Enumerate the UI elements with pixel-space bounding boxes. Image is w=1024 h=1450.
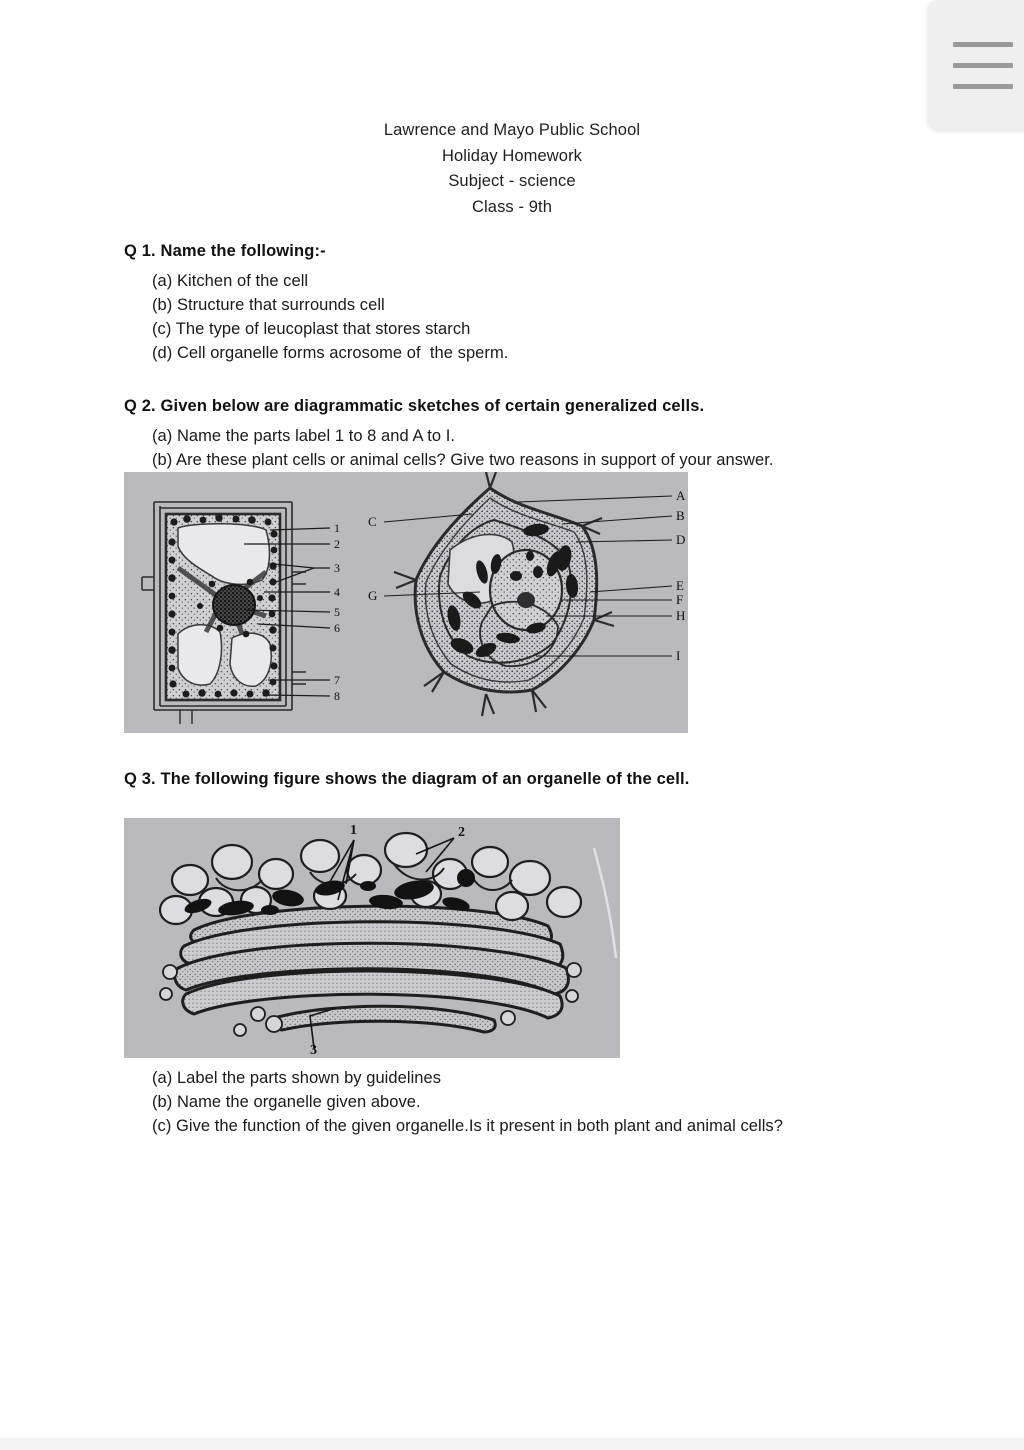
question-1-item-b: (b) Structure that surrounds cell <box>152 296 385 314</box>
school-name: Lawrence and Mayo Public School <box>383 121 641 139</box>
cell-label-1: 1 <box>334 521 340 535</box>
cell-label-I: I <box>676 648 681 663</box>
cell-label-D: D <box>676 532 686 547</box>
hamburger-icon-bar-3 <box>953 84 1013 89</box>
menu-button[interactable] <box>928 0 1024 130</box>
question-3-title: Q 3. The following figure shows the diagram of an organelle of the cell. <box>124 770 690 788</box>
golgi-label-1: 1 <box>350 823 357 838</box>
question-2 <box>124 395 924 472</box>
cell-label-7: 7 <box>334 673 340 687</box>
golgi-label-3: 3 <box>310 1043 317 1058</box>
cell-label-2: 2 <box>334 537 340 551</box>
cell-label-8: 8 <box>334 689 340 703</box>
hamburger-icon-bar-1 <box>953 42 1013 47</box>
cell-label-E: E <box>676 578 684 593</box>
document-header <box>0 118 1024 220</box>
question-1-item-a: (a) Kitchen of the cell <box>152 272 309 290</box>
question-3-items <box>124 1066 964 1138</box>
subject-line: Subject - science <box>448 172 576 190</box>
document-title: Holiday Homework <box>441 146 583 165</box>
question-1-title: Q 1. Name the following:- <box>124 242 326 260</box>
hamburger-icon-bar-2 <box>953 63 1013 68</box>
question-1 <box>124 240 924 365</box>
question-1-item-d: (d) Cell organelle forms acrosome of the sperm. <box>152 344 509 362</box>
cell-label-C: C <box>368 514 377 529</box>
question-2-item-a: (a) Name the parts label 1 to 8 and A to I. <box>152 427 455 445</box>
class-line: Class - 9th <box>472 197 552 216</box>
question-1-items <box>124 269 924 365</box>
figure-golgi-diagram <box>124 818 620 1058</box>
question-2-item-b: (b) Are these plant cells or animal cells? Give two reasons in support of your answer. <box>152 451 774 469</box>
figure-cells-diagram <box>124 472 688 733</box>
cells-diagram-svg <box>124 472 688 733</box>
cell-label-6: 6 <box>334 621 340 635</box>
golgi-label-2: 2 <box>458 825 465 840</box>
cell-label-F: F <box>676 592 684 607</box>
cell-label-A: A <box>676 488 686 503</box>
cell-label-4: 4 <box>334 585 340 599</box>
question-2-items <box>124 424 924 472</box>
question-3 <box>124 768 924 790</box>
question-1-item-c: (c) The type of leucoplast that stores starch <box>152 320 471 338</box>
cell-label-5: 5 <box>334 605 340 619</box>
golgi-diagram-svg <box>124 818 620 1058</box>
question-2-title: Q 2. Given below are diagrammatic sketches of certain generalized cells. <box>124 397 705 415</box>
page-bottom-strip <box>0 1438 1024 1450</box>
cell-label-3: 3 <box>334 561 340 575</box>
question-3-item-a: (a) Label the parts shown by guidelines <box>152 1069 442 1087</box>
question-3-item-c: (c) Give the function of the given organelle.Is it present in both plant and animal cells? <box>152 1117 783 1135</box>
cell-label-H: H <box>676 608 686 623</box>
cell-label-G: G <box>368 588 378 603</box>
cell-label-B: B <box>676 508 685 523</box>
question-3-item-b: (b) Name the organelle given above. <box>152 1093 421 1111</box>
